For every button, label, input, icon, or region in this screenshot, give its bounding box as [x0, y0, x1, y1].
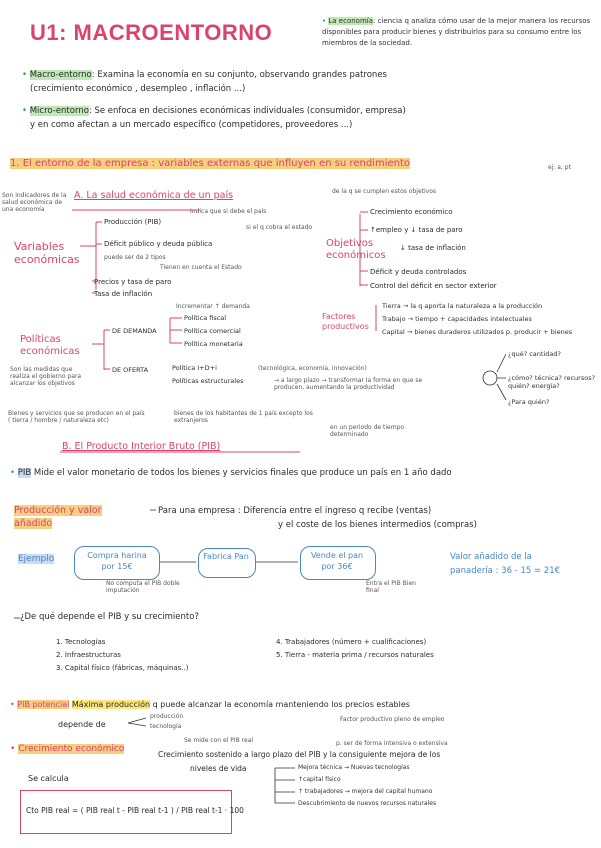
ejemplo-note-1: No computa el PIB doble imputación [106, 580, 180, 594]
politicas-label: Políticas económicas [20, 334, 80, 357]
depende-question: ¿De qué depende el PIB y su crecimiento? [20, 612, 199, 622]
potencial-note: Factor productivo pleno de empleo [340, 716, 445, 723]
section1-title: 1. El entorno de la empresa : variables externas que influyen en su rendimiento [10, 158, 411, 169]
politicas-demanda-item-2: Política comercial [184, 327, 241, 335]
variables-note-2: puede ser de 2 tipos [104, 254, 166, 261]
politicas-oferta-item-1: Política I+D+i [172, 364, 217, 372]
macro-term: Macro-entorno [29, 70, 92, 80]
objetivos-item-5: Control del déficit en sector exterior [370, 282, 497, 290]
page-title: U1: MACROENTORNO [30, 20, 273, 45]
politicas-demanda-note: Incrementar ↑ demanda [176, 303, 250, 310]
crecimiento-text-2: niveles de vida [190, 764, 247, 773]
sectionA-note: Son indicadores de la salud económica de una economía [2, 192, 67, 213]
objetivos-item-2: ↑empleo y ↓ tasa de paro [370, 226, 463, 234]
crecimiento-text-1: Crecimiento sostenido a largo plazo del PIB y la consiguiente mejora de los [158, 750, 441, 759]
crecimiento-calc: Se calcula [28, 774, 69, 783]
factores-item-1: Tierra → la q aporta la naturaleza a la producción [382, 302, 543, 310]
pib-text: Mide el valor monetario de todos los bienes y servicios finales que produce un país en 1 año dado [33, 468, 452, 478]
politicas-oferta-label: DE OFERTA [112, 366, 149, 374]
potencial-term: PIB potencial [17, 700, 70, 709]
ejemplo-note-2: Entra el PIB Bien final [366, 580, 416, 594]
crecimiento-item-4: Descubrimiento de nuevos recursos naturales [298, 800, 437, 807]
politicas-demanda-label: DE DEMANDA [112, 327, 157, 335]
objetivos-note: de la q se cumplen estos objetivos [332, 188, 437, 195]
ejemplo-label: Ejemplo [18, 554, 55, 564]
politicas-oferta-item-2: Políticas estructurales [172, 377, 244, 385]
politicas-oferta-note-1: (tecnológica, economía, innovación) [258, 365, 367, 372]
potencial-line: • PIB potencial Máxima producción q puede alcanzar la economía manteniendo los precios estables [10, 700, 410, 709]
objetivos-item-3: ↓ tasa de inflación [400, 244, 466, 252]
potencial-item-2: tecnología [150, 723, 182, 730]
micro-line1: • Micro-entorno: Se enfoca en decisiones económicas individuales (consumidor, empresa) [22, 106, 406, 116]
question-3: ¿Para quién? [508, 398, 550, 406]
micro-text: : Se enfoca en decisiones económicas individuales (consumidor, empresa) [88, 106, 406, 116]
economia-definition: • La economía: ciencia q analiza cómo usar de la mejor manera los recursos disponibles para producir bienes y distribuirlos para su consumo entre los miembros de la sociedad. [322, 17, 591, 47]
ejemplo-step-1-text: Compra harina por 15€ [87, 551, 147, 571]
economia-term: La economía [328, 17, 373, 25]
valor-text-1: Para una empresa : Diferencia entre el ingreso q recibe (ventas) [158, 506, 432, 516]
pib-definition: • PIB Mide el valor monetario de todos los bienes y servicios finales que produce un país en 1 año dado [10, 468, 452, 478]
politicas-note: Son las medidas que realiza el gobierno para alcanzar los objetivos [10, 366, 82, 387]
objetivos-item-4: Déficit y deuda controlados [370, 268, 467, 276]
crecimiento-note-2: p. ser de forma intensiva o extensiva [336, 740, 448, 747]
sectionB-title: B. El Producto Interior Bruto (PIB) [62, 441, 221, 452]
crecimiento-item-1: Mejora técnica → Nuevas tecnologías [298, 764, 410, 771]
variables-label: Variables económicas [14, 240, 80, 266]
politicas-demanda-item-3: Política monetaria [184, 340, 243, 348]
crecimiento-note-1: Se mide con el PIB real [184, 737, 254, 744]
ejemplo-result-2: panadería : 36 - 15 = 21€ [450, 566, 561, 576]
ejemplo-step-3-text: Vende el pan por 36€ [310, 551, 364, 571]
variables-note-4: Tienen en cuenta el Estado [160, 264, 242, 271]
variables-note-1: Indica que si debe el país [190, 208, 267, 215]
potencial-depende: depende de [58, 720, 106, 729]
economia-text: ciencia q analiza cómo usar de la mejor manera los recursos disponibles para producir bienes y distribuirlos para su consumo entre los miembros de la sociedad. [322, 17, 591, 47]
variables-item-4: Tasa de inflación [94, 290, 153, 298]
sectionB-left-note: Bienes y servicios que se producen en el país ( tierra / hombre / naturaleza etc) [8, 410, 145, 424]
question-2: ¿cómo? técnica? recursos? quién? energía? [508, 374, 596, 390]
section1-aside: ej: a, pt [548, 164, 571, 171]
crecimiento-formula: Cto PIB real = ( PIB real t - PIB real t-1 ) / PIB real t-1 · 100 [26, 806, 244, 815]
factores-item-3: Capital → bienes duraderos utilizados p. producir + bienes [382, 328, 573, 336]
depende-right-2: 5. Tierra - materia prima / recursos naturales [276, 651, 434, 659]
politicas-demanda-item-1: Política fiscal [184, 314, 227, 322]
variables-item-1: Producción (PIB) [104, 218, 162, 226]
potencial-text: q puede alcanzar la economía manteniendo los precios estables [152, 700, 410, 709]
potencial-item-1: producción [150, 713, 184, 720]
pib-term: PIB [17, 468, 32, 478]
sectionA-title: A. La salud económica de un país [74, 190, 234, 201]
micro-term: Micro-entorno [29, 106, 89, 116]
crecimiento-term: • Crecimiento económico [10, 744, 125, 754]
depende-left-2: 2. Infraestructuras [56, 651, 121, 659]
depende-left-3: 3. Capital físico (fábricas, máquinas..) [56, 664, 189, 672]
sectionB-mid-note: bienes de los habitantes de 1 país excepto los extranjeros [174, 410, 313, 424]
question-1: ¿qué? cantidad? [508, 350, 561, 358]
macro-text: : Examina la economía en su conjunto, observando grandes patrones [91, 70, 387, 80]
depende-right-1: 4. Trabajadores (número + cualificaciones) [276, 638, 427, 646]
objetivos-label: Objetivos económicos [326, 238, 386, 261]
ejemplo-step-2-text: Fabrica Pan [203, 552, 249, 561]
macro-line1: • Macro-entorno: Examina la economía en su conjunto, observando grandes patrones [22, 70, 387, 80]
factores-label: Factores productivos [322, 312, 369, 331]
factores-item-2: Trabajo → tiempo + capacidades intelectuales [382, 315, 532, 323]
politicas-oferta-note-2: → a largo plazo → transformar la forma en que se producen, aumentando la productividad [274, 377, 423, 391]
sectionB-right-note: en un periodo de tiempo determinado [330, 424, 405, 438]
macro-line2: (crecimiento económico , desempleo , inflación ...) [30, 84, 246, 94]
crecimiento-item-3: ↑ trabajadores → mejora del capital humano [298, 788, 433, 795]
depende-left-1: 1. Tecnologías [56, 638, 106, 646]
variables-item-3: Precios y tasa de paro [94, 278, 172, 286]
objetivos-item-1: Crecimiento económico [370, 208, 453, 216]
ejemplo-result-1: Valor añadido de la [450, 552, 532, 562]
valor-term: Producción y valor añadido [14, 505, 102, 529]
potencial-highlight: Máxima producción [71, 700, 151, 709]
valor-text-2: y el coste de los bienes intermedios (compras) [278, 520, 477, 530]
micro-line2: y en como afectan a un mercado específico (competidores, proveedores ...) [30, 120, 353, 130]
crecimiento-item-2: ↑capital físico [298, 776, 341, 783]
variables-note-3: si el q cobra el estado [246, 224, 313, 231]
variables-item-2: Déficit público y deuda pública [104, 240, 213, 248]
